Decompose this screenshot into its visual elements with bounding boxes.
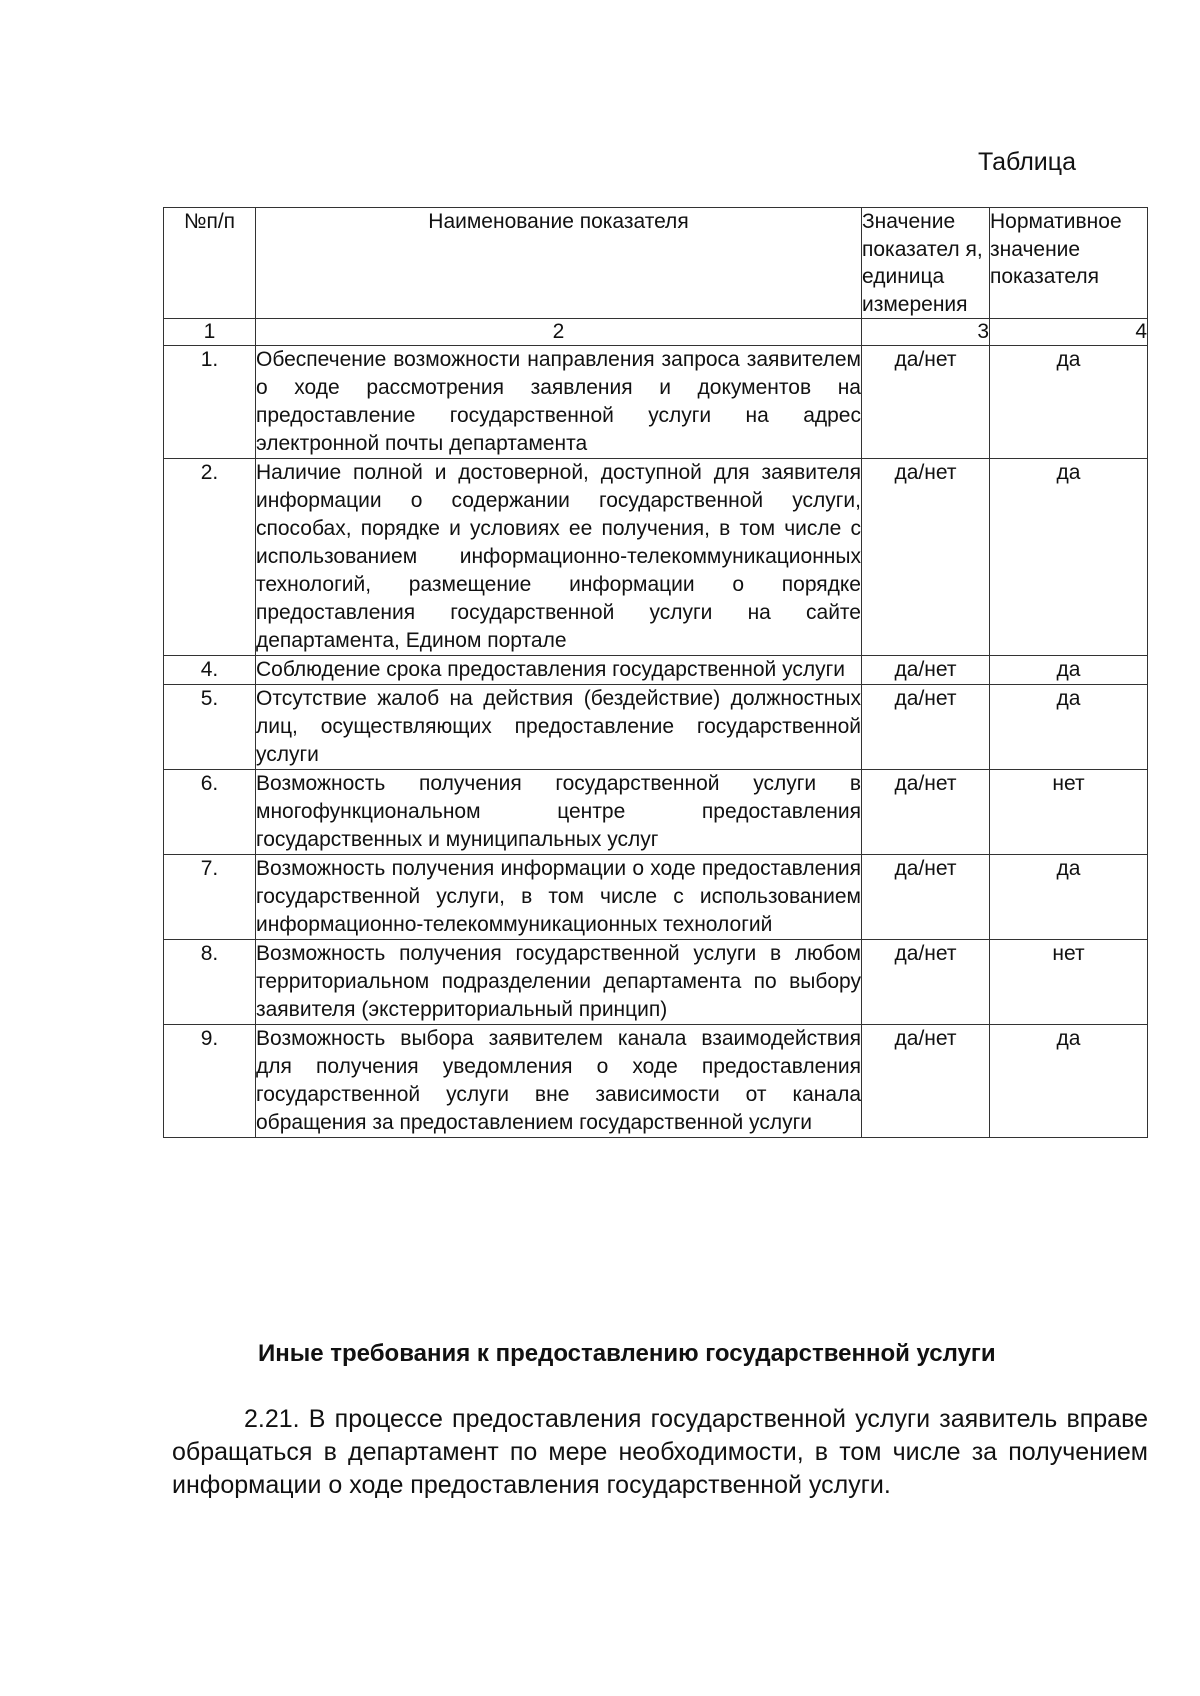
row-number: 1. bbox=[164, 346, 256, 459]
table-row bbox=[164, 346, 1148, 459]
row-normative-value: да bbox=[990, 346, 1148, 459]
row-normative-value: нет bbox=[990, 770, 1148, 855]
table-row bbox=[164, 855, 1148, 940]
row-indicator-name: Обеспечение возможности направления запроса заявителем о ходе рассмотрения заявления и документов на предоставление государственной услуги на адрес электронной почты департамента bbox=[256, 346, 862, 459]
table-row bbox=[164, 770, 1148, 855]
header-indicator-value: Значение показател я, единица измерения bbox=[862, 208, 990, 319]
indicators-table bbox=[163, 207, 1148, 1138]
row-indicator-value: да/нет bbox=[862, 459, 990, 656]
body-paragraph: 2.21. В процессе предоставления государственной услуги заявитель вправе обращаться в департамент по мере необходимости, в том числе за получением информации о ходе предоставления государственной услуги. bbox=[172, 1405, 1148, 1499]
row-indicator-value: да/нет bbox=[862, 770, 990, 855]
column-number: 2 bbox=[256, 319, 862, 346]
row-number: 5. bbox=[164, 685, 256, 770]
table-row bbox=[164, 656, 1148, 685]
column-numbers-row bbox=[164, 319, 1148, 346]
table-caption: Таблица bbox=[977, 148, 1076, 176]
row-number: 9. bbox=[164, 1025, 256, 1138]
row-normative-value: да bbox=[990, 656, 1148, 685]
row-number: 2. bbox=[164, 459, 256, 656]
row-normative-value: да bbox=[990, 855, 1148, 940]
table-row bbox=[164, 459, 1148, 656]
row-number: 6. bbox=[164, 770, 256, 855]
row-indicator-value: да/нет bbox=[862, 346, 990, 459]
header-indicator-name: Наименование показателя bbox=[256, 208, 862, 319]
table-header-row bbox=[164, 208, 1148, 319]
row-indicator-value: да/нет bbox=[862, 855, 990, 940]
column-number: 4 bbox=[990, 319, 1148, 346]
row-normative-value: да bbox=[990, 459, 1148, 656]
row-indicator-name: Отсутствие жалоб на действия (бездействие) должностных лиц, осуществляющих предоставление государственной услуги bbox=[256, 685, 862, 770]
column-number: 3 bbox=[862, 319, 990, 346]
row-indicator-name: Возможность выбора заявителем канала взаимодействия для получения уведомления о ходе предоставления государственной услуги вне зависимости от канала обращения за предоставлением государственной услуги bbox=[256, 1025, 862, 1138]
row-number: 7. bbox=[164, 855, 256, 940]
table-row bbox=[164, 685, 1148, 770]
row-indicator-value: да/нет bbox=[862, 656, 990, 685]
row-normative-value: нет bbox=[990, 940, 1148, 1025]
table-row bbox=[164, 940, 1148, 1025]
row-indicator-name: Возможность получения государственной услуги в любом территориальном подразделении департамента по выбору заявителя (экстерриториальный принцип) bbox=[256, 940, 862, 1025]
row-indicator-value: да/нет bbox=[862, 940, 990, 1025]
header-normative-value: Нормативное значение показателя bbox=[990, 208, 1148, 319]
section-heading: Иные требования к предоставлению государственной услуги bbox=[258, 1340, 996, 1367]
row-indicator-name: Возможность получения информации о ходе предоставления государственной услуги, в том числе с использованием информационно-телекоммуникационных технологий bbox=[256, 855, 862, 940]
row-indicator-name: Возможность получения государственной услуги в многофункциональном центре предоставления государственных и муниципальных услуг bbox=[256, 770, 862, 855]
column-number: 1 bbox=[164, 319, 256, 346]
row-indicator-name: Соблюдение срока предоставления государственной услуги bbox=[256, 656, 862, 685]
row-normative-value: да bbox=[990, 1025, 1148, 1138]
row-number: 8. bbox=[164, 940, 256, 1025]
row-indicator-value: да/нет bbox=[862, 685, 990, 770]
table-row bbox=[164, 1025, 1148, 1138]
row-normative-value: да bbox=[990, 685, 1148, 770]
row-indicator-name: Наличие полной и достоверной, доступной для заявителя информации о содержании государственной услуги, способах, порядке и условиях ее получения, в том числе с использованием информационно-телекоммуникационных технологий, размещение информации о порядке предоставления государственной услуги на сайте департамента, Едином портале bbox=[256, 459, 862, 656]
row-number: 4. bbox=[164, 656, 256, 685]
header-number: №п/п bbox=[164, 208, 256, 319]
row-indicator-value: да/нет bbox=[862, 1025, 990, 1138]
